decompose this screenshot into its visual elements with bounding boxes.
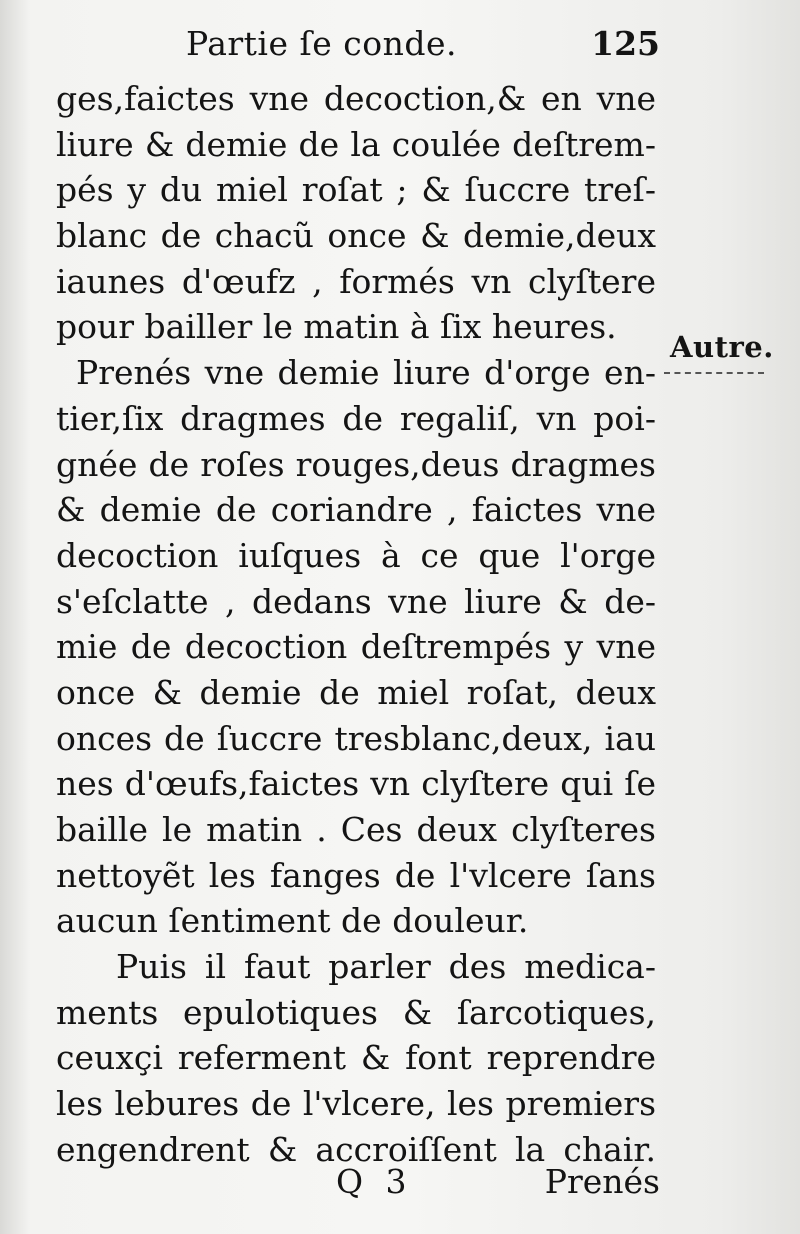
text-line: once & demie de miel roſat, deux <box>56 672 656 712</box>
text-line: blanc de chacũ once & demie,deux <box>56 216 656 256</box>
text-line: iaunes d'œufz , formés vn clyſtere <box>56 261 656 301</box>
show-through-text <box>690 520 800 940</box>
text-line: pour bailler le matin à ſix heures. <box>56 307 617 347</box>
text-line: engendrent & accroiſſent la chair. <box>56 1129 656 1169</box>
paragraph-start-line: Puis il faut parler des medica- <box>116 947 656 987</box>
page-header <box>60 18 660 74</box>
running-head: Partie ſe conde. <box>186 24 457 63</box>
paragraph-start-line: Prenés vne demie liure d'orge en- <box>76 353 656 393</box>
text-line: nettoyẽt les fanges de l'vlcere ſans <box>56 855 656 895</box>
text-line: decoction iuſques à ce que l'orge <box>56 535 656 575</box>
page-footer <box>56 1162 660 1210</box>
text-line: ceuxçi referment & font reprendre <box>56 1038 656 1078</box>
text-line: onces de ſuccre tresblanc,deux, iau <box>56 718 656 758</box>
text-line: s'eſclatte , dedans vne liure & de- <box>56 581 656 621</box>
text-line: tier,ſix dragmes de regaliſ, vn poi- <box>56 398 656 438</box>
text-line: baille le matin . Ces deux clyſteres <box>56 810 656 849</box>
catchword: Prenés <box>544 1162 660 1201</box>
text-line: les lebures de l'vlcere, les premiers <box>56 1084 656 1124</box>
text-line: gnée de roſes rouges,deus dragmes <box>56 444 656 484</box>
text-line: & demie de coriandre , faictes vne <box>56 490 656 530</box>
text-line: aucun ſentiment de douleur. <box>56 901 529 941</box>
body-text <box>56 76 656 1173</box>
signature-mark: Q 3 <box>336 1162 413 1201</box>
text-line: pés y du miel roſat ; & ſuccre treſ- <box>56 170 656 210</box>
text-line: ges,faictes vne decoction,& en vne <box>56 79 656 118</box>
text-line: liure & demie de la coulée deſtrem- <box>56 124 656 164</box>
margin-note-rule <box>664 372 764 374</box>
text-line: nes d'œufs,faictes vn clyſtere qui ſe <box>56 764 656 804</box>
page-number: 125 <box>591 24 660 63</box>
margin-note: Autre. <box>670 330 774 364</box>
text-line: mie de decoction deſtrempés y vne <box>56 627 656 667</box>
text-line: ments epulotiques & ſarcotiques, <box>56 992 656 1032</box>
